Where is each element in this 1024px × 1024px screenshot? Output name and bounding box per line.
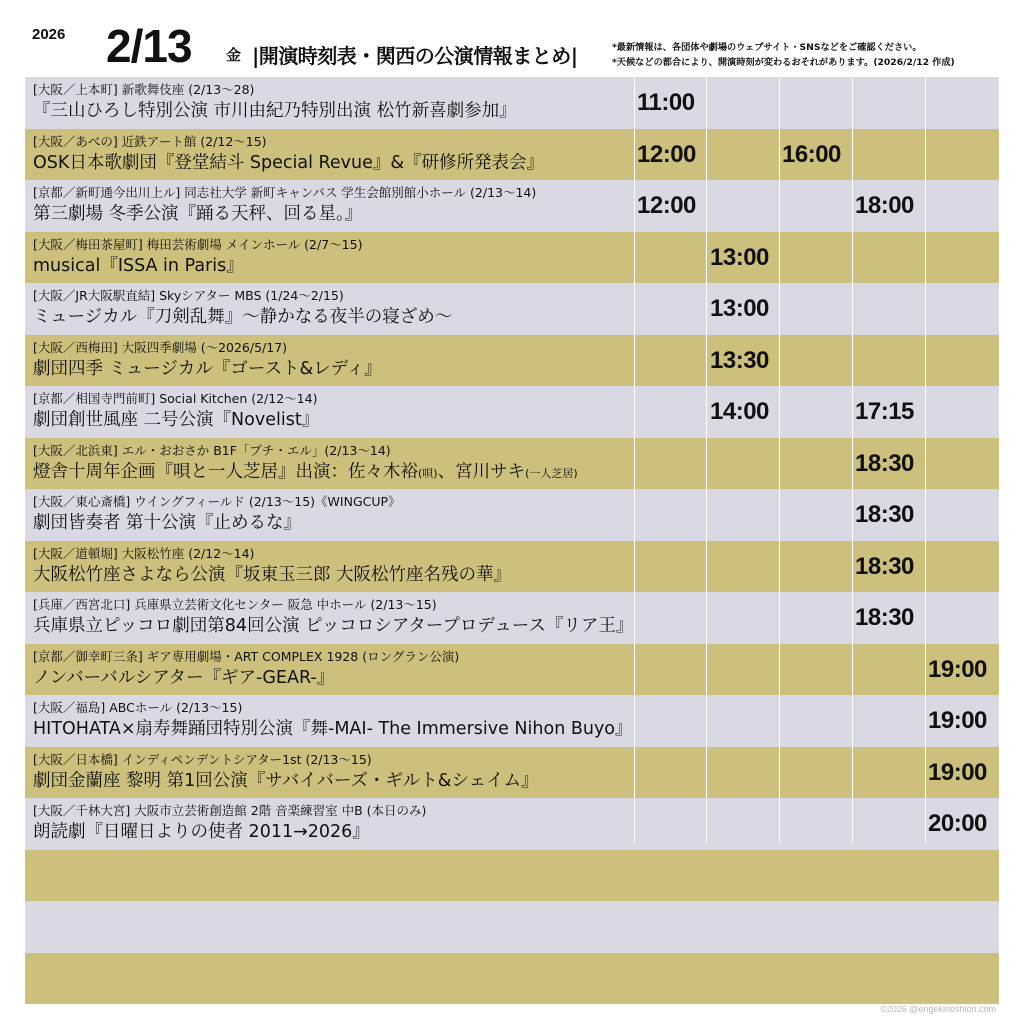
venue-info: [大阪／東心斎橋] ウイングフィールド (2/13〜15)《WINGCUP》 [33, 494, 401, 509]
start-time: 13:30 [710, 346, 769, 374]
column-divider [852, 77, 853, 843]
show-title [33, 100, 517, 122]
start-time: 18:30 [855, 604, 914, 631]
venue-info: [京都／相国寺門前町] Social Kitchen (2/12〜14) [33, 391, 318, 406]
venue-info: [大阪／西梅田] 大阪四季劇場 (〜2026/5/17) [33, 339, 288, 355]
start-time: 18:30 [855, 552, 914, 580]
show-title-text: musical『ISSA in Paris』 [33, 255, 244, 276]
venue-info: [大阪／道頓堀] 大阪松竹座 (2/12〜14) [33, 545, 255, 561]
venue-info: [大阪／千林大宮] 大阪市立芸術創造館 2階 音楽練習室 中B (本日のみ) [33, 803, 427, 818]
start-time: 16:00 [782, 140, 841, 168]
show-title-text: 劇団創世風座 二号公演『Novelist』 [33, 410, 320, 430]
venue-info: [大阪／梅田茶屋町] 梅田芸術劇場 メインホール (2/7〜15) [33, 236, 363, 252]
show-title-text: 劇団四季 ミュージカル『ゴースト&レディ』 [33, 358, 382, 379]
start-time: 13:00 [710, 243, 769, 271]
show-title [33, 718, 633, 740]
show-title [33, 255, 244, 277]
show-title [33, 564, 511, 586]
show-title-text: 朗読劇『日曜日よりの使者 2011→2026』 [33, 822, 370, 842]
start-time: 12:00 [637, 192, 696, 219]
column-divider [779, 77, 780, 843]
show-title [33, 203, 362, 225]
start-time: 18:30 [855, 501, 914, 528]
start-time: 19:00 [928, 655, 987, 683]
show-title-text: 『三山ひろし特別公演 市川由紀乃特別出演 松竹新喜劇参加』 [33, 101, 517, 121]
show-title [33, 409, 319, 431]
show-title-text: 劇団金蘭座 黎明 第1回公演『サバイバーズ・ギルト&シェイム』 [33, 770, 539, 791]
show-title [33, 821, 370, 843]
show-title [33, 358, 382, 380]
start-time: 20:00 [928, 810, 987, 837]
show-title [33, 152, 544, 174]
show-role-note: (一人芝居) [525, 466, 578, 480]
venue-info: [大阪／上本町] 新歌舞伎座 (2/13〜28) [33, 82, 255, 97]
start-time: 12:00 [637, 140, 696, 168]
venue-info: [京都／御幸町三条] ギア専用劇場・ART COMPLEX 1928 (ロングラン公演) [33, 648, 460, 664]
start-time: 14:00 [710, 398, 769, 425]
header-notes [612, 40, 955, 70]
show-title-text: 劇団皆奏者 第十公演『止めるな』 [33, 513, 302, 533]
show-title-text: ミュージカル『刀剣乱舞』〜静かなる夜半の寝ざめ〜 [33, 307, 453, 327]
start-time: 11:00 [637, 89, 695, 116]
show-title-text: 大阪松竹座さよなら公演『坂東玉三郎 大阪松竹座名残の華』 [33, 564, 512, 585]
header-date: 2/13 [106, 20, 192, 72]
header-weekday: 金 [226, 46, 242, 64]
table-row [25, 901, 999, 953]
table-row [25, 953, 999, 1005]
show-title-text: 燈舎十周年企画『唄と一人芝居』出演：佐々木裕 [33, 461, 418, 482]
column-divider [634, 77, 635, 843]
show-title [33, 512, 301, 534]
start-time: 19:00 [928, 758, 987, 786]
show-title-text: 兵庫県立ピッコロ劇団第84回公演 ピッコロシアタープロデュース『リア王』 [33, 616, 634, 636]
show-title [33, 770, 539, 792]
page-title: |開演時刻表・関西の公演情報まとめ| [252, 44, 578, 68]
venue-info: [大阪／日本橋] インディペンデントシアター1st (2/13〜15) [33, 751, 372, 767]
venue-info: [京都／新町通今出川上ル] 同志社大学 新町キャンパス 学生会館別館小ホール (2/13〜14) [33, 185, 537, 200]
show-title-text: HITOHATA×扇寿舞踊団特別公演『舞-MAI- The Immersive Nihon Buyo』 [33, 719, 633, 739]
show-role-note: (唄) [418, 466, 438, 480]
note-line-1: *最新情報は、各団体や劇場のウェブサイト・SNSなどをご確認ください。 [612, 42, 922, 53]
credit: ©2026 @engekinoshiori.com [880, 1004, 996, 1014]
show-title [33, 306, 452, 328]
show-title-text: OSK日本歌劇団『登堂結斗 Special Revue』&『研修所発表会』 [33, 152, 545, 173]
venue-info: [大阪／あべの] 近鉄アート館 (2/12〜15) [33, 133, 267, 149]
start-time: 18:00 [855, 192, 914, 219]
header-year: 2026 [32, 26, 66, 43]
start-time: 19:00 [928, 707, 987, 734]
start-time: 13:00 [710, 295, 769, 322]
venue-info: [大阪／JR大阪駅直結] Skyシアター MBS (1/24〜2/15) [33, 288, 344, 303]
venue-info: [大阪／北浜東] エル・おおさか B1F「プチ・エル」(2/13〜14) [33, 442, 391, 458]
column-divider [706, 77, 707, 843]
show-title-text: 、宮川サキ [437, 461, 526, 482]
show-title-text: 第三劇場 冬季公演『踊る天秤、回る星。』 [33, 204, 363, 224]
table-row [25, 850, 999, 902]
start-time: 17:15 [855, 398, 914, 425]
start-time: 18:30 [855, 449, 914, 477]
note-line-2: *天候などの都合により、開演時刻が変わるおそれがあります。(2026/2/12 作成) [612, 57, 955, 68]
show-title [33, 667, 334, 689]
show-title [33, 461, 578, 485]
column-divider [925, 77, 926, 843]
venue-info: [大阪／福島] ABCホール (2/13〜15) [33, 700, 243, 715]
show-title [33, 615, 633, 637]
show-title-text: ノンバーバルシアター『ギア-GEAR-』 [33, 667, 335, 688]
venue-info: [兵庫／西宮北口] 兵庫県立芸術文化センター 阪急 中ホール (2/13〜15) [33, 597, 437, 612]
